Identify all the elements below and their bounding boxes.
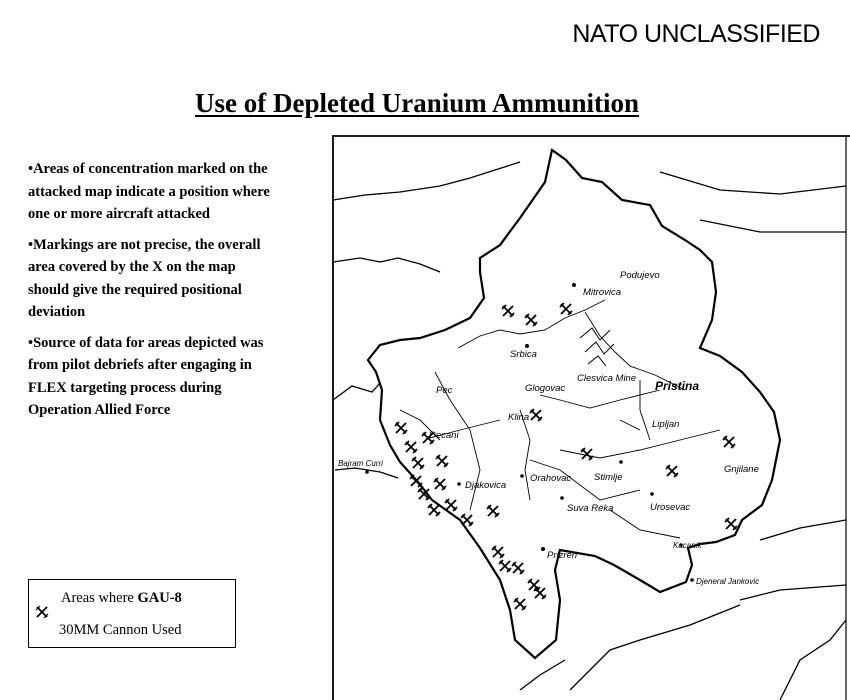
strike-marker <box>530 409 542 421</box>
strike-marker <box>725 518 737 530</box>
regional-borders <box>333 162 846 700</box>
strike-marker <box>492 546 504 558</box>
strike-marker <box>528 579 540 591</box>
classification-label: NATO UNCLASSIFIED <box>572 20 820 48</box>
strike-marker <box>487 505 499 517</box>
cross-strike-marker-icon <box>34 604 50 620</box>
strike-marker <box>534 587 546 599</box>
legend-sublabel: 30MM Cannon Used <box>59 622 182 638</box>
place-label: Prizren <box>547 550 578 561</box>
note-item: •Areas of concentration marked on the attacked map indicate a position where one or more aircraft attacked <box>28 161 270 222</box>
place-label: Djakovica <box>465 480 507 491</box>
strike-marker <box>525 314 537 326</box>
strike-marker <box>461 514 473 526</box>
strike-marker <box>436 455 448 467</box>
place-label: Suva Reka <box>567 503 614 514</box>
strike-marker <box>723 436 735 448</box>
place-label: Srbica <box>510 349 537 360</box>
map-legend <box>28 579 236 648</box>
strike-marker <box>512 562 524 574</box>
strike-marker <box>428 504 440 516</box>
place-label: Kacanik <box>673 541 702 550</box>
strike-marker <box>502 305 514 317</box>
place-label: Podujevo <box>620 270 660 281</box>
strike-marker <box>445 499 457 511</box>
strike-marker <box>412 457 424 469</box>
place-label: Pec <box>436 385 453 396</box>
strike-marker <box>581 448 593 460</box>
place-label: Stimlje <box>594 472 623 483</box>
place-label: Clesvica Mine <box>577 373 637 384</box>
strike-marker <box>395 422 407 434</box>
page-title: Use of Depleted Uranium Ammunition <box>195 88 639 118</box>
place-label: Gnjilane <box>724 464 759 475</box>
place-label: Lipljan <box>652 419 680 430</box>
legend-label: Areas where GAU-8 <box>61 590 182 606</box>
place-label: Urosevac <box>650 502 691 513</box>
place-label: Glogovac <box>525 383 566 394</box>
place-label: Djeneral Jankovic <box>696 577 760 586</box>
town-markers <box>365 283 694 582</box>
mine-area-hatch <box>580 328 614 366</box>
place-label: Mitrovica <box>583 287 622 298</box>
note-item: •Source of data for areas depicted was from pilot debriefs after engaging in FLEX targeting process during Operation Allied Force <box>28 334 264 418</box>
strike-marker <box>410 475 422 487</box>
strike-marker <box>434 478 446 490</box>
note-item: •Markings are not precise, the overall area covered by the X on the map should give the required positional deviation <box>28 236 261 320</box>
strike-marker <box>499 560 511 572</box>
strike-marker <box>405 441 417 453</box>
strike-markers <box>395 303 737 610</box>
place-label: Orahovac <box>530 473 572 484</box>
strike-marker <box>560 303 572 315</box>
strike-marker <box>514 598 526 610</box>
strike-marker <box>666 465 678 477</box>
place-label: Pristina <box>655 379 700 393</box>
place-label: Decani <box>429 430 459 441</box>
place-label: Klina <box>508 412 530 423</box>
place-label: Bajram Curri <box>338 459 383 468</box>
